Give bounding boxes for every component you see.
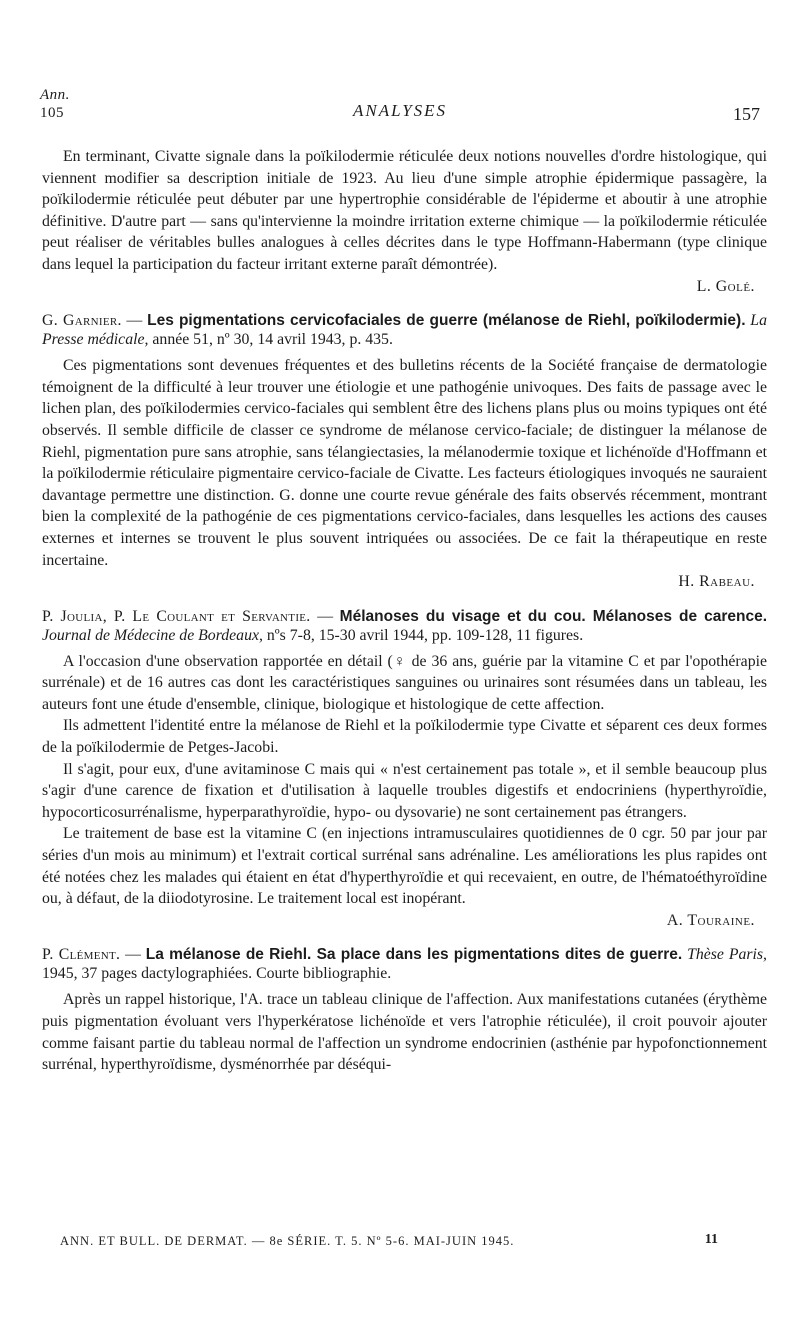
article-3-title: La mélanose de Riehl. Sa place dans les pigmentations dites de guerre. xyxy=(145,946,683,964)
article-1-source: La Presse médicale, xyxy=(42,312,767,349)
article-2-source: Journal de Médecine de Bordeaux, xyxy=(42,626,263,644)
article-2-signature: A. Touraine. xyxy=(666,911,755,929)
section-title: ANALYSES xyxy=(352,101,448,120)
article-2-reference: nºs 7-8, 15-30 avril 1944, pp. 109-128, 11 figures. xyxy=(266,626,584,644)
article-1-heading xyxy=(42,311,767,349)
sheet-number: 11 xyxy=(704,1232,718,1247)
article-2-title: Mélanoses du visage et du cou. Mélanoses de carence. xyxy=(339,607,768,625)
article-2-paragraph-1: A l'occasion d'une observation rapportée en détail (♀ de 36 ans, guérie par la vitamine C et par l'opothérapie surrénale) et de 16 autres cas dont les caractéristiques sanguines ou urinaires sont résumées dans un tableau, les auteurs font une étude d'ensemble, clinique, biologique et histologique de cette affection. xyxy=(42,652,767,713)
article-3-reference: 1945, 37 pages dactylographiées. Courte bibliographie. xyxy=(42,965,392,983)
intro-paragraph: En terminant, Civatte signale dans la poïkilodermie réticulée deux notions nouvelles d'ordre histologique, qui viennent modifier sa description initiale de 1923. Au lieu d'une simple atrophie épidermique passagère, la poïkilodermie réticulée peut débuter par une hypertrophie considérable de l'épiderme et aboutir à une atrophie définitive. D'autre part — sans qu'intervienne la moindre irritation externe chimique — la poïkilodermie réticulée peut réaliser de véritables bulles analogues à celles décrites dans le type Hoffmann-Habermann (type clinique dans lequel la participation du facteur irritant externe paraît démontrée). xyxy=(42,148,767,273)
article-1-signature: H. Rabeau. xyxy=(678,573,755,591)
article-3-authors: P. Clément. xyxy=(42,946,121,964)
journal-abbreviation: Ann. xyxy=(40,87,70,103)
article-1-separator: — xyxy=(121,312,148,330)
article-2-paragraph-4: Le traitement de base est la vitamine C (en injections intramusculaires quotidiennes de 0 cgr. 50 par jour par séries d'un mois au minimum) et l'extrait cortical surrénal sans adrénaline. Les améliorations les plus rapides ont été notées chez les malades qui étaient en état d'hyperthyroïdie et qui recevaient, en outre, de l'hématoéthyroïdine ou, à défaut, de la diiodotyrosine. Le traitement local est inopérant. xyxy=(42,825,767,908)
article-3-heading xyxy=(42,945,767,983)
article-2-separator: — xyxy=(310,607,340,625)
article-3-separator: — xyxy=(120,946,146,964)
article-1-title: Les pigmentations cervicofaciales de guerre (mélanose de Riehl, poïkilodermie). xyxy=(147,312,746,330)
article-2-heading xyxy=(42,607,767,645)
article-2-paragraph-2: Ils admettent l'identité entre la mélanose de Riehl et la poïkilodermie type Civatte et séparent ces deux formes de la poïkilodermie de Petges-Jacobi. xyxy=(42,717,767,757)
page-footer: ANN. ET BULL. DE DERMAT. — 8e SÉRIE. T. 5. Nº 5-6. MAI-JUIN 1945. xyxy=(60,1234,515,1248)
page-number: 157 xyxy=(733,104,760,124)
article-2-paragraph-3: Il s'agit, pour eux, d'une avitaminose C mais qui « n'est certainement pas totale », et il semble beaucoup plus s'agir d'une carence de fixation et d'utilisation à laquelle troubles digestifs et endocriniens (hyperthyroïdie, hypocorticosurrénalisme, hyperparathyroïdie, hypo- ou dysovarie) ne sont certainement pas étrangers. xyxy=(42,760,767,821)
volume-page: 105 xyxy=(40,105,64,121)
article-3-source: Thèse Paris, xyxy=(687,946,767,964)
article-1-paragraph-1: Ces pigmentations sont devenues fréquentes et des bulletins récents de la Société française de dermatologie témoignent de la difficulté à leur trouver une étiologie et une pathogénie univoques. Des faits de passage avec le lichen plan, des poïkilodermies cervico-faciales qui semblent être des lichens plans plus ou moins typiques ont été observés. Il semble difficile de classer ce syndrome de mélanose cervico-faciale; de distinguer la mélanose de Riehl, pigmentation pure sans atrophie, sans télangiectasies, la mélanodermie toxique et lichénoïde d'Hoffmann et la poïkilodermie réticulaire pigmentaire cervico-faciale de Civatte. Les facteurs étiologiques invoqués ne sauraient davantage permettre une distinction. G. donne une courte revue générale des faits observés récemment, montrant bien la complexité de la pathogénie de ces pigmentations cervico-faciales, dans lesquelles les actions des causes externes et internes se trouvent le plus souvent intriquées ou associées. De ce fait la thérapeutique en reste incertaine. xyxy=(42,357,767,569)
article-1-reference: année 51, nº 30, 14 avril 1943, p. 435. xyxy=(152,331,393,349)
intro-signature: L. Golé. xyxy=(696,277,755,295)
article-2-authors: P. Joulia, P. Le Coulant et Servantie. xyxy=(42,607,311,625)
page-body xyxy=(42,146,767,1076)
article-3-paragraph-1: Après un rappel historique, l'A. trace un tableau clinique de l'affection. Aux manifestations cutanées (érythème puis pigmentation évoluant vers l'hyperkératose lichénoïde et vers l'atrophie réticulée), il croit pouvoir ajouter comme faisant partie du tableau normal de l'affection un syndrome endocrinien (asthénie par hypofonctionnement surrénal, hyperthyroïdisme, dysménorrhée par déséqui- xyxy=(42,991,767,1074)
article-1-authors: G. Garnier. xyxy=(42,312,122,330)
